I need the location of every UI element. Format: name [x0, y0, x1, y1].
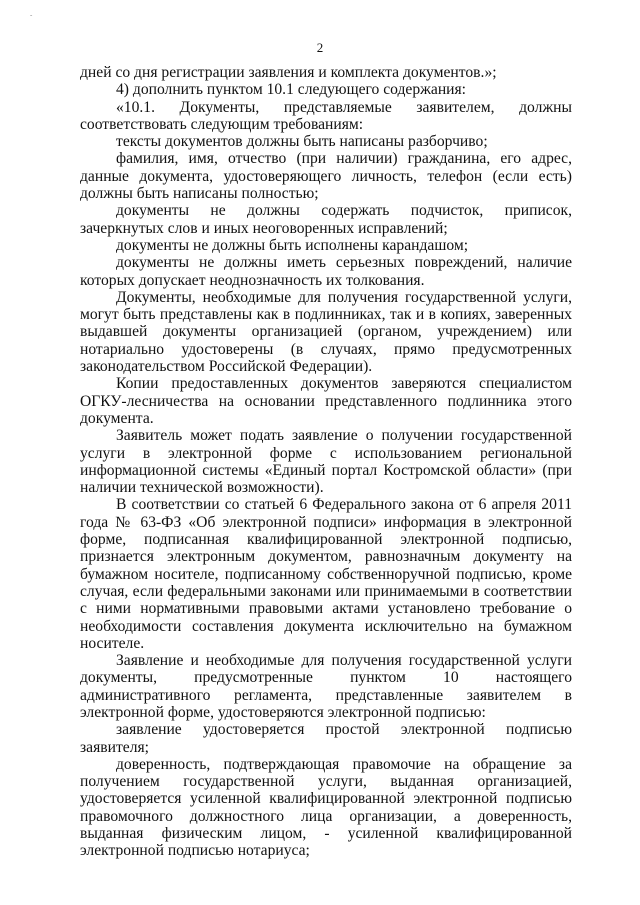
- paragraph-8: документы не должны иметь серьезных повреждений, наличие которых допускает неоднозначность их толкования.: [80, 254, 572, 289]
- paragraph-13: Заявление и необходимые для получения государственной услуги документы, предусмотренные пунктом 10 настоящего административного регламента, представленные заявителем в электронной форме, удостоверяются электронной подписью:: [80, 652, 572, 721]
- corner-mark: -: [30, 11, 33, 19]
- paragraph-9: Документы, необходимые для получения государственной услуги, могут быть представлены как в подлинниках, так и в копиях, заверенных выдавшей документы организацией (органом, учреждением) или нотариально удостоверены (в случаях, прямо предусмотренных законодательством Российской Федерации).: [80, 288, 572, 376]
- paragraph-2: 4) дополнить пунктом 10.1 следующего содержания:: [116, 81, 467, 99]
- paragraph-7: документы не должны быть исполнены карандашом;: [116, 236, 469, 254]
- paragraph-1: дней со дня регистрации заявления и комплекта документов.»;: [80, 64, 497, 81]
- paragraph-11: Заявитель может подать заявление о получении государственной услуги в электронной форме с использованием региональной информационной системы «Единый портал Костромской области» (при наличии технической возможности).: [80, 427, 572, 497]
- paragraph-6: документы не должны содержать подчисток, приписок, зачеркнутых слов и иных неоговоренных исправлений;: [80, 202, 572, 237]
- document-body: [80, 64, 572, 860]
- paragraph-5: фамилия, имя, отчество (при наличии) гражданина, его адрес, данные документа, удостоверяющего личность, телефон (если есть) должны быть написаны полностью;: [80, 150, 572, 203]
- paragraph-14: заявление удостоверяется простой электронной подписью заявителя;: [80, 721, 572, 756]
- paragraph-3: «10.1. Документы, представляемые заявителем, должны соответствовать следующим требованиям:: [80, 98, 572, 133]
- paragraph-10: Копии предоставленных документов заверяются специалистом ОГКУ-лесничества на основании представленного подлинника этого документа.: [80, 375, 572, 427]
- paragraph-12: В соответствии со статьей 6 Федерального закона от 6 апреля 2011 года № 63-ФЗ «Об электронной подписи» информация в электронной форме, подписанная квалифицированной электронной подписью, признается электронным документом, равнозначным документу на бумажном носителе, подписанному собственноручной подписью, кроме случая, если федеральными законами или принимаемыми в соответствии с ними нормативными правовыми актами установлено требование о необходимости составления документа исключительно на бумажном носителе.: [80, 496, 572, 652]
- page-number: 2: [316, 40, 324, 55]
- paragraph-15: доверенность, подтверждающая правомочие на обращение за получением государственной услуги, выданная организацией, удостоверяется усиленной квалифицированной электронной подписью правомочного должностного лица организации, а доверенность, выданная физическим лицом, - усиленной квалифицированной электронной подписью нотариуса;: [80, 755, 572, 860]
- paragraph-4: тексты документов должны быть написаны разборчиво;: [116, 133, 488, 151]
